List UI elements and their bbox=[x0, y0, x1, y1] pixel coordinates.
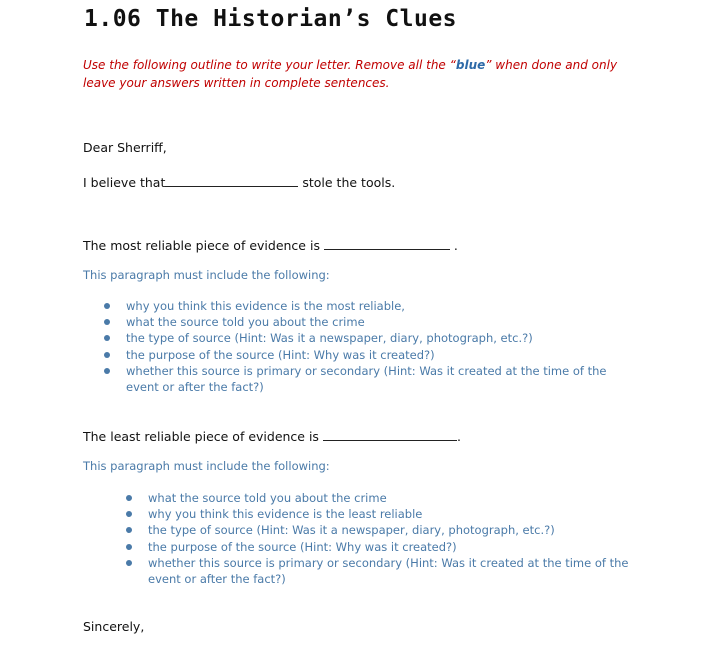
bullet-list-most-reliable bbox=[104, 298, 634, 395]
instructions-before: Use the following outline to write your letter. Remove all the “ bbox=[83, 58, 456, 72]
bullet-icon bbox=[126, 527, 132, 533]
least-reliable-sentence bbox=[83, 427, 461, 444]
culprit-blank[interactable] bbox=[165, 173, 298, 187]
bullet-icon bbox=[126, 511, 132, 517]
bullet-icon bbox=[104, 303, 110, 309]
list-item: the type of source (Hint: Was it a newspaper, diary, photograph, etc.?) bbox=[104, 330, 634, 346]
list-item: why you think this evidence is the least reliable bbox=[126, 506, 642, 522]
closing: Sincerely, bbox=[83, 619, 145, 634]
least-reliable-before: The least reliable piece of evidence is bbox=[83, 429, 319, 444]
bullet-icon bbox=[126, 560, 132, 566]
list-item: whether this source is primary or secondary (Hint: Was it created at the time of the event or after the fact?) bbox=[104, 363, 634, 395]
instructions-text bbox=[83, 56, 653, 92]
list-item: the purpose of the source (Hint: Why was it created?) bbox=[126, 539, 642, 555]
paragraph-note-1: This paragraph must include the following: bbox=[83, 268, 330, 282]
list-item: the type of source (Hint: Was it a newspaper, diary, photograph, etc.?) bbox=[126, 522, 642, 538]
belief-sentence bbox=[83, 173, 395, 190]
list-item: what the source told you about the crime bbox=[104, 314, 634, 330]
most-reliable-after: . bbox=[453, 238, 458, 253]
bullet-icon bbox=[104, 335, 110, 341]
list-item: why you think this evidence is the most reliable, bbox=[104, 298, 634, 314]
belief-before: I believe that bbox=[83, 175, 166, 190]
instructions-after: ” when done and only leave your answers written in complete sentences. bbox=[83, 58, 618, 90]
bullet-icon bbox=[104, 368, 110, 374]
paragraph-note-2: This paragraph must include the following: bbox=[83, 459, 330, 473]
most-reliable-blank[interactable] bbox=[324, 236, 450, 250]
page-title: 1.06 The Historian’s Clues bbox=[84, 6, 458, 32]
bullet-icon bbox=[104, 319, 110, 325]
most-reliable-before: The most reliable piece of evidence is bbox=[83, 238, 320, 253]
list-item: what the source told you about the crime bbox=[126, 490, 642, 506]
greeting: Dear Sherriff, bbox=[83, 140, 167, 155]
bullet-list-least-reliable bbox=[126, 490, 642, 587]
belief-after: stole the tools. bbox=[302, 175, 396, 190]
list-item: the purpose of the source (Hint: Why was it created?) bbox=[104, 347, 634, 363]
least-reliable-after: . bbox=[456, 429, 461, 444]
list-item: whether this source is primary or secondary (Hint: Was it created at the time of the event or after the fact?) bbox=[126, 555, 642, 587]
instructions-blue-word: blue bbox=[455, 58, 486, 72]
bullet-icon bbox=[126, 544, 132, 550]
least-reliable-blank[interactable] bbox=[323, 427, 457, 441]
bullet-icon bbox=[104, 352, 110, 358]
bullet-icon bbox=[126, 495, 132, 501]
most-reliable-sentence bbox=[83, 236, 458, 253]
